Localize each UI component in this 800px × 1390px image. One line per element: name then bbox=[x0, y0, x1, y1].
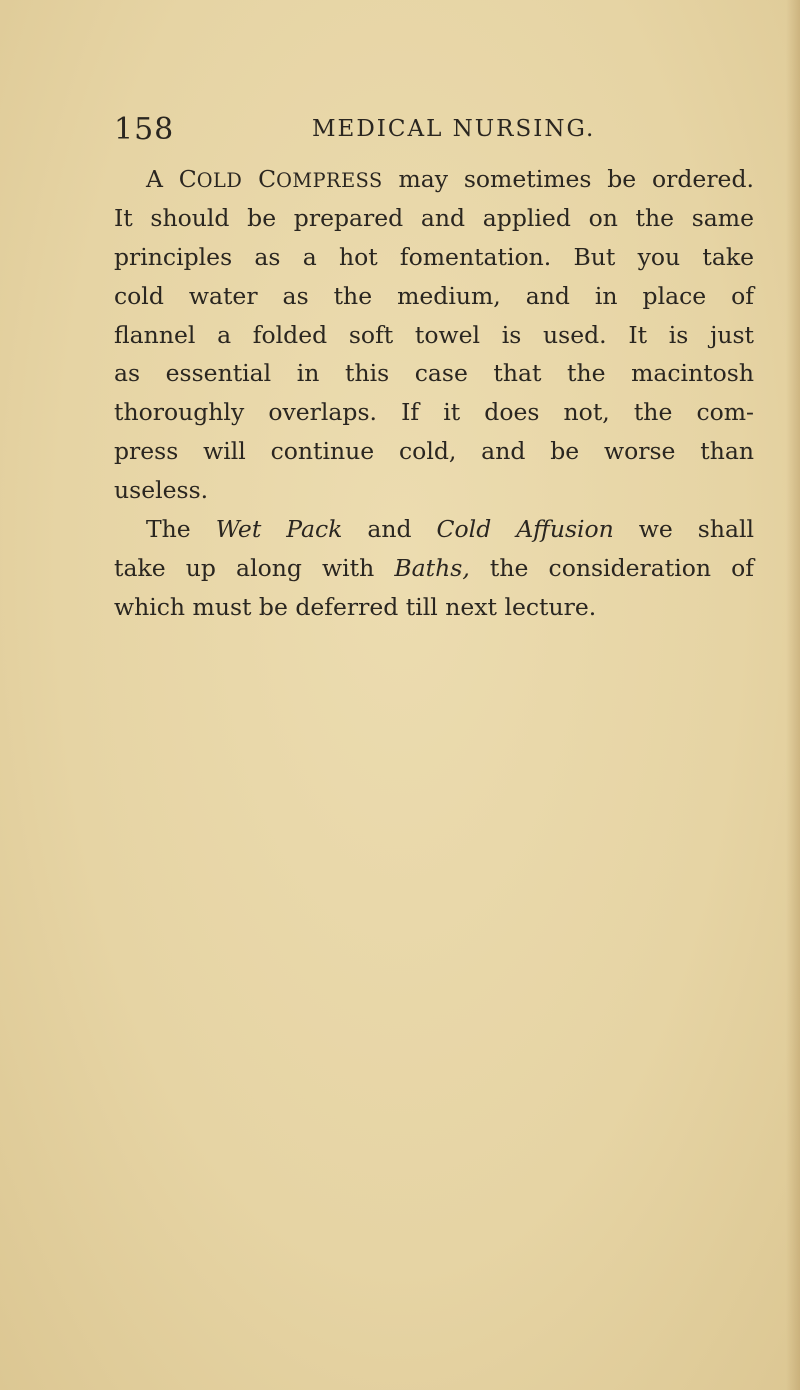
small-caps-text: OMPRESS bbox=[276, 169, 383, 192]
paragraph-1-line: press will continue cold, and be worse than bbox=[114, 437, 754, 466]
body-text bbox=[114, 160, 754, 627]
small-caps-initial: C bbox=[258, 165, 277, 193]
small-caps-text: OLD bbox=[196, 169, 243, 192]
text-run: may sometimes be ordered. bbox=[382, 165, 754, 193]
paragraph-1-line: flannel a folded soft towel is used. It is just bbox=[114, 320, 754, 349]
small-caps-initial: C bbox=[178, 165, 197, 193]
text-run bbox=[242, 165, 258, 193]
text-run: and bbox=[342, 515, 437, 544]
text-run: A bbox=[146, 165, 179, 193]
paragraph-1-line: useless. bbox=[114, 476, 209, 505]
text-run: take up along with bbox=[114, 553, 395, 582]
paragraph-1-line: It should be prepared and applied on the same bbox=[114, 203, 754, 232]
paragraph-2-line-1 bbox=[114, 510, 754, 549]
italic-term: Wet Pack bbox=[215, 515, 343, 544]
paragraph-1-line: cold water as the medium, and in place of bbox=[114, 281, 754, 310]
italic-term: Cold Affusion bbox=[436, 515, 614, 544]
page-number: 158 bbox=[114, 112, 175, 147]
text-run: The bbox=[146, 515, 216, 544]
paragraph-1-line-1 bbox=[114, 160, 754, 199]
running-head: MEDICAL NURSING. bbox=[312, 116, 596, 142]
paragraph-1-line: thoroughly overlaps. If it does not, the com- bbox=[114, 398, 754, 427]
italic-term: Baths, bbox=[394, 553, 470, 582]
page-header bbox=[114, 112, 596, 152]
paragraph-2-line-2 bbox=[114, 549, 754, 588]
paragraph-1-line: principles as a hot fomentation. But you take bbox=[114, 242, 754, 271]
text-run: we shall bbox=[613, 515, 755, 544]
paragraph-2-line-3: which must be deferred till next lecture. bbox=[114, 592, 597, 621]
page-edge-shadow bbox=[786, 0, 800, 1390]
text-run: the consideration of bbox=[469, 553, 754, 582]
paragraph-1-line: as essential in this case that the macintosh bbox=[114, 359, 754, 388]
